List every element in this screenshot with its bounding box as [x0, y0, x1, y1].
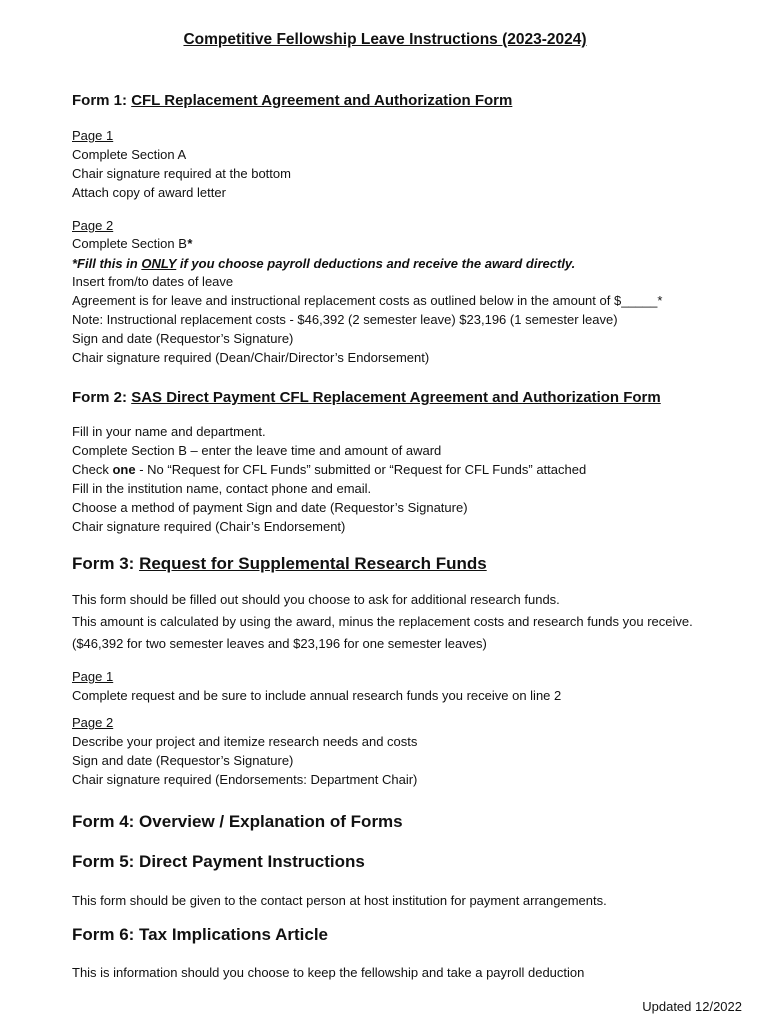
form2-check-a: Check: [72, 462, 113, 477]
form2-check-b: - No “Request for CFL Funds” submitted or “Request for CFL Funds” attached: [135, 462, 587, 477]
form3-name: Request for Supplemental Research Funds: [139, 554, 487, 573]
form2-check-one: one: [112, 462, 136, 477]
form3-page2-label: Page 2: [72, 715, 114, 730]
form1-note-costs: Note: Instructional replacement costs - $46,392 (2 semester leave) $23,196 (1 semester leave): [72, 312, 618, 327]
form2-prefix: Form 2:: [72, 389, 132, 406]
updated-date: Updated 12/2022: [642, 999, 742, 1014]
form1-prefix: Form 1:: [72, 92, 132, 109]
form6-heading: Form 6: Tax Implications Article: [72, 925, 329, 944]
form3-paragraph: This amount is calculated by using the award, minus the replacement costs and research funds you receive.: [72, 614, 693, 629]
form3-heading: [72, 554, 487, 574]
form3-page2-line: Sign and date (Requestor’s Signature): [72, 753, 294, 768]
form2-name: SAS Direct Payment CFL Replacement Agreement and Authorization Form: [131, 389, 661, 406]
form1-page2-label: Page 2: [72, 218, 114, 233]
form1-section-b: [72, 236, 192, 252]
form2-line: Choose a method of payment Sign and date (Requestor’s Signature): [72, 500, 468, 515]
form2-line: Chair signature required (Chair’s Endorsement): [72, 519, 346, 534]
form2-line: Complete Section B – enter the leave time and amount of award: [72, 443, 442, 458]
form1-star: *: [186, 236, 192, 251]
form2-line: Fill in the institution name, contact phone and email.: [72, 481, 372, 496]
form1-insert-dates: Insert from/to dates of leave: [72, 274, 234, 289]
form1-note-b: if you choose payroll deductions and receive the award directly.: [176, 256, 576, 271]
form2-heading: [72, 389, 661, 406]
form1-page1-line: Attach copy of award letter: [72, 185, 226, 200]
form5-text: This form should be given to the contact person at host institution for payment arrangements.: [72, 893, 607, 908]
form1-payroll-note: [72, 256, 575, 272]
form1-heading: [72, 92, 512, 109]
form1-amount-blank: _____*: [621, 293, 663, 308]
form1-page1-line: Chair signature required at the bottom: [72, 166, 291, 181]
form2-check-line: [72, 462, 586, 478]
form1-note-only: ONLY: [141, 256, 177, 271]
form1-page1-label: Page 1: [72, 128, 114, 143]
form1-page1-line: Complete Section A: [72, 147, 187, 162]
form3-paragraph: This form should be filled out should you choose to ask for additional research funds.: [72, 592, 560, 607]
form3-page2-line: Describe your project and itemize research needs and costs: [72, 734, 418, 749]
form5-heading: Form 5: Direct Payment Instructions: [72, 852, 365, 871]
form3-page1-line: Complete request and be sure to include annual research funds you receive on line 2: [72, 688, 562, 703]
form1-chair-signature: Chair signature required (Dean/Chair/Director’s Endorsement): [72, 350, 430, 365]
form1-agreement: [72, 293, 662, 309]
form1-section-b-text: Complete Section B: [72, 236, 187, 251]
form6-text: This is information should you choose to keep the fellowship and take a payroll deduction: [72, 965, 585, 980]
form1-agreement-text: Agreement is for leave and instructional replacement costs as outlined below in the amount of $: [72, 293, 622, 308]
form3-paragraph: ($46,392 for two semester leaves and $23,196 for one semester leaves): [72, 636, 487, 651]
form2-line: Fill in your name and department.: [72, 424, 266, 439]
form3-page2-line: Chair signature required (Endorsements: Department Chair): [72, 772, 418, 787]
form3-page1-label: Page 1: [72, 669, 114, 684]
form3-prefix: Form 3:: [72, 554, 140, 573]
document-title: Competitive Fellowship Leave Instructions (2023-2024): [183, 31, 587, 48]
form1-name: CFL Replacement Agreement and Authorization Form: [131, 92, 513, 109]
form4-heading: Form 4: Overview / Explanation of Forms: [72, 812, 403, 831]
form1-note-a: *Fill this in: [72, 256, 142, 271]
form1-sign-date: Sign and date (Requestor’s Signature): [72, 331, 294, 346]
